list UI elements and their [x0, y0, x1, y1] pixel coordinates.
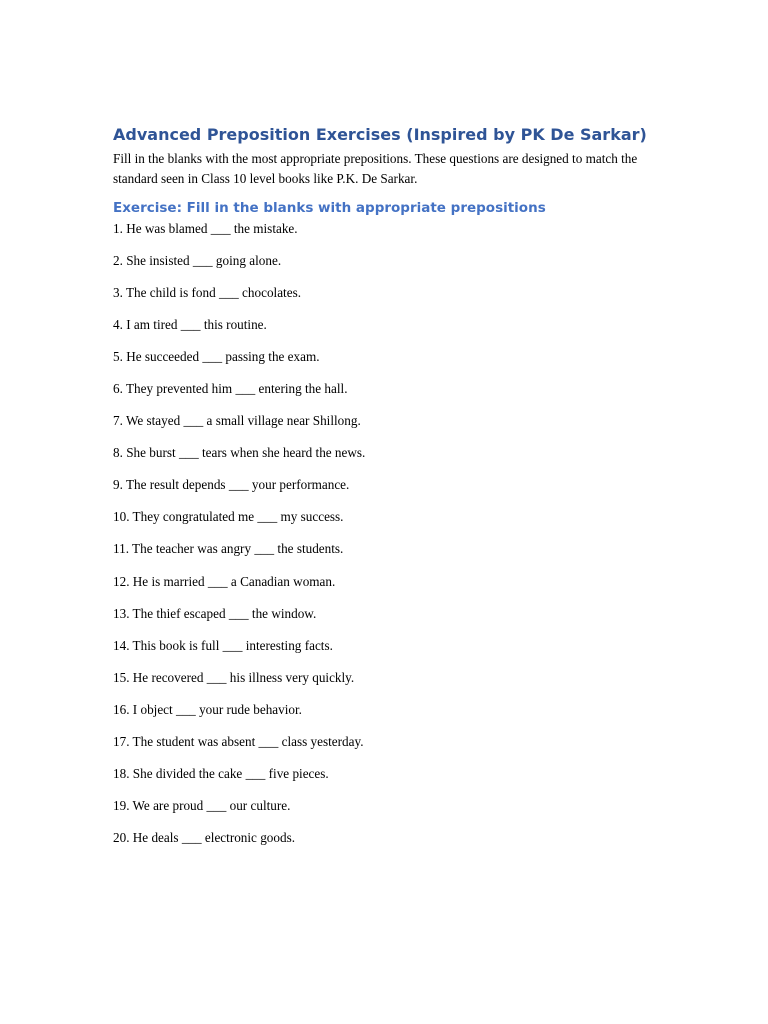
question-item: 8. She burst ___ tears when she heard the news.: [113, 445, 366, 461]
intro-paragraph: Fill in the blanks with the most appropriate prepositions. These questions are designed to match the standard seen in Class 10 level books like P.K. De Sarkar.: [113, 151, 638, 186]
question-item: 16. I object ___ your rude behavior.: [113, 701, 302, 717]
document-title: Advanced Preposition Exercises (Inspired by PK De Sarkar): [113, 125, 647, 144]
question-item: 13. The thief escaped ___ the window.: [113, 605, 317, 621]
question-item: 9. The result depends ___ your performance.: [113, 477, 350, 493]
question-item: 15. He recovered ___ his illness very quickly.: [113, 669, 355, 685]
question-item: 6. They prevented him ___ entering the hall.: [113, 381, 348, 397]
question-item: 14. This book is full ___ interesting facts.: [113, 637, 333, 653]
question-item: 5. He succeeded ___ passing the exam.: [113, 349, 320, 365]
question-item: 3. The child is fond ___ chocolates.: [113, 285, 302, 301]
question-item: 7. We stayed ___ a small village near Shillong.: [113, 413, 361, 429]
question-item: 20. He deals ___ electronic goods.: [113, 829, 296, 845]
question-item: 17. The student was absent ___ class yesterday.: [113, 733, 364, 749]
document-page: [113, 124, 658, 860]
question-item: 1. He was blamed ___ the mistake.: [113, 221, 298, 236]
question-item: 12. He is married ___ a Canadian woman.: [113, 573, 336, 589]
question-list: [113, 219, 658, 848]
exercise-heading: Exercise: Fill in the blanks with appropriate prepositions: [113, 200, 546, 216]
question-item: 4. I am tired ___ this routine.: [113, 317, 267, 333]
question-item: 19. We are proud ___ our culture.: [113, 797, 291, 813]
question-item: 2. She insisted ___ going alone.: [113, 253, 282, 269]
question-item: 11. The teacher was angry ___ the students.: [113, 541, 344, 557]
question-item: 10. They congratulated me ___ my success.: [113, 509, 344, 525]
question-item: 18. She divided the cake ___ five pieces.: [113, 765, 329, 781]
